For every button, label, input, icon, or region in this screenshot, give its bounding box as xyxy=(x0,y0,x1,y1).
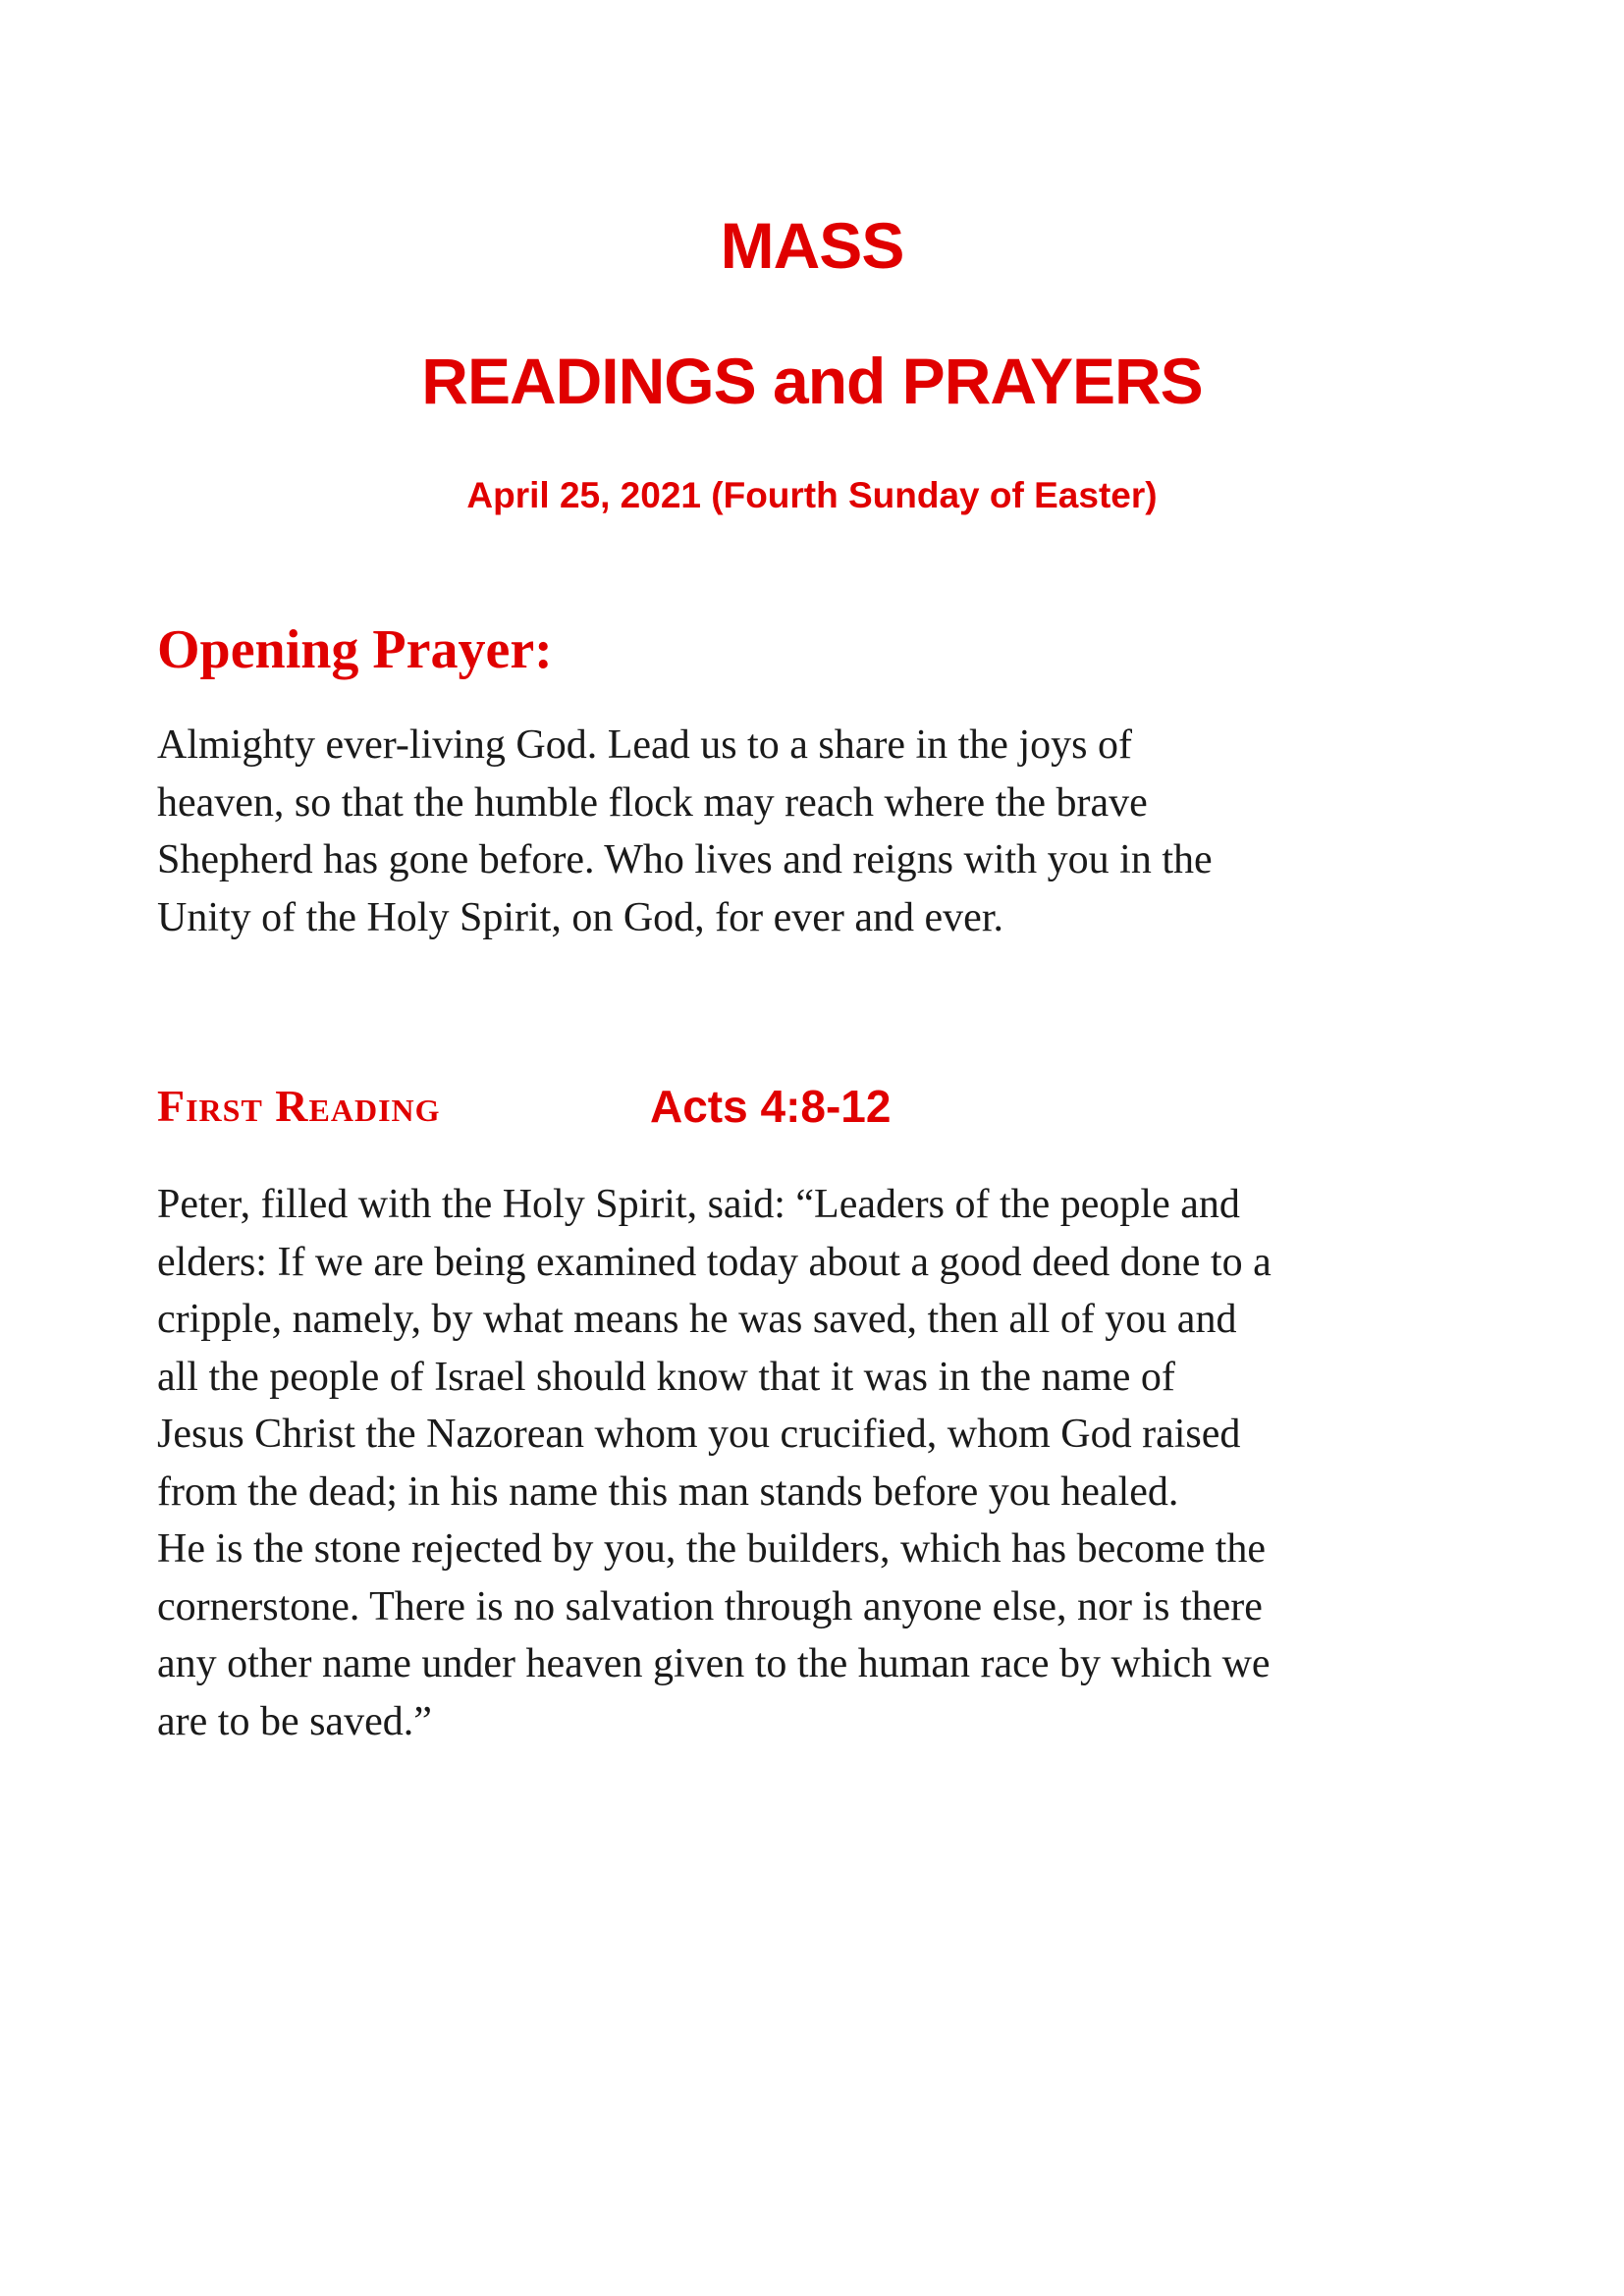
first-reading-text xyxy=(157,1176,1272,1750)
page-subtitle: READINGS and PRAYERS xyxy=(421,345,1203,417)
text-line: Jesus Christ the Nazorean whom you crucified, whom God raised xyxy=(157,1412,1241,1457)
opening-prayer-heading: Opening Prayer: xyxy=(157,619,553,680)
text-line: elders: If we are being examined today about a good deed done to a xyxy=(157,1239,1272,1285)
text-line: are to be saved.” xyxy=(157,1698,432,1744)
text-line: Peter, filled with the Holy Spirit, said: “Leaders of the people and xyxy=(157,1182,1240,1227)
text-line: Almighty ever-living God. Lead us to a share in the joys of xyxy=(157,722,1132,768)
page-title: MASS xyxy=(720,209,904,282)
opening-prayer-text xyxy=(157,717,1213,946)
text-line: Unity of the Holy Spirit, on God, for ever and ever. xyxy=(157,894,1003,940)
text-line: Shepherd has gone before. Who lives and reigns with you in the xyxy=(157,837,1213,882)
text-line: He is the stone rejected by you, the builders, which has become the xyxy=(157,1526,1266,1572)
text-line: all the people of Israel should know that it was in the name of xyxy=(157,1354,1175,1400)
text-line: cripple, namely, by what means he was saved, then all of you and xyxy=(157,1297,1237,1342)
date-line: April 25, 2021 (Fourth Sunday of Easter) xyxy=(466,475,1158,515)
text-line: heaven, so that the humble flock may reach where the brave xyxy=(157,779,1148,826)
first-reading-heading: First Reading xyxy=(157,1081,441,1131)
text-line: any other name under heaven given to the human race by which we xyxy=(157,1641,1271,1686)
text-line: from the dead; in his name this man stands before you healed. xyxy=(157,1468,1179,1515)
text-line: cornerstone. There is no salvation through anyone else, nor is there xyxy=(157,1583,1263,1629)
first-reading-reference: Acts 4:8-12 xyxy=(650,1081,892,1132)
